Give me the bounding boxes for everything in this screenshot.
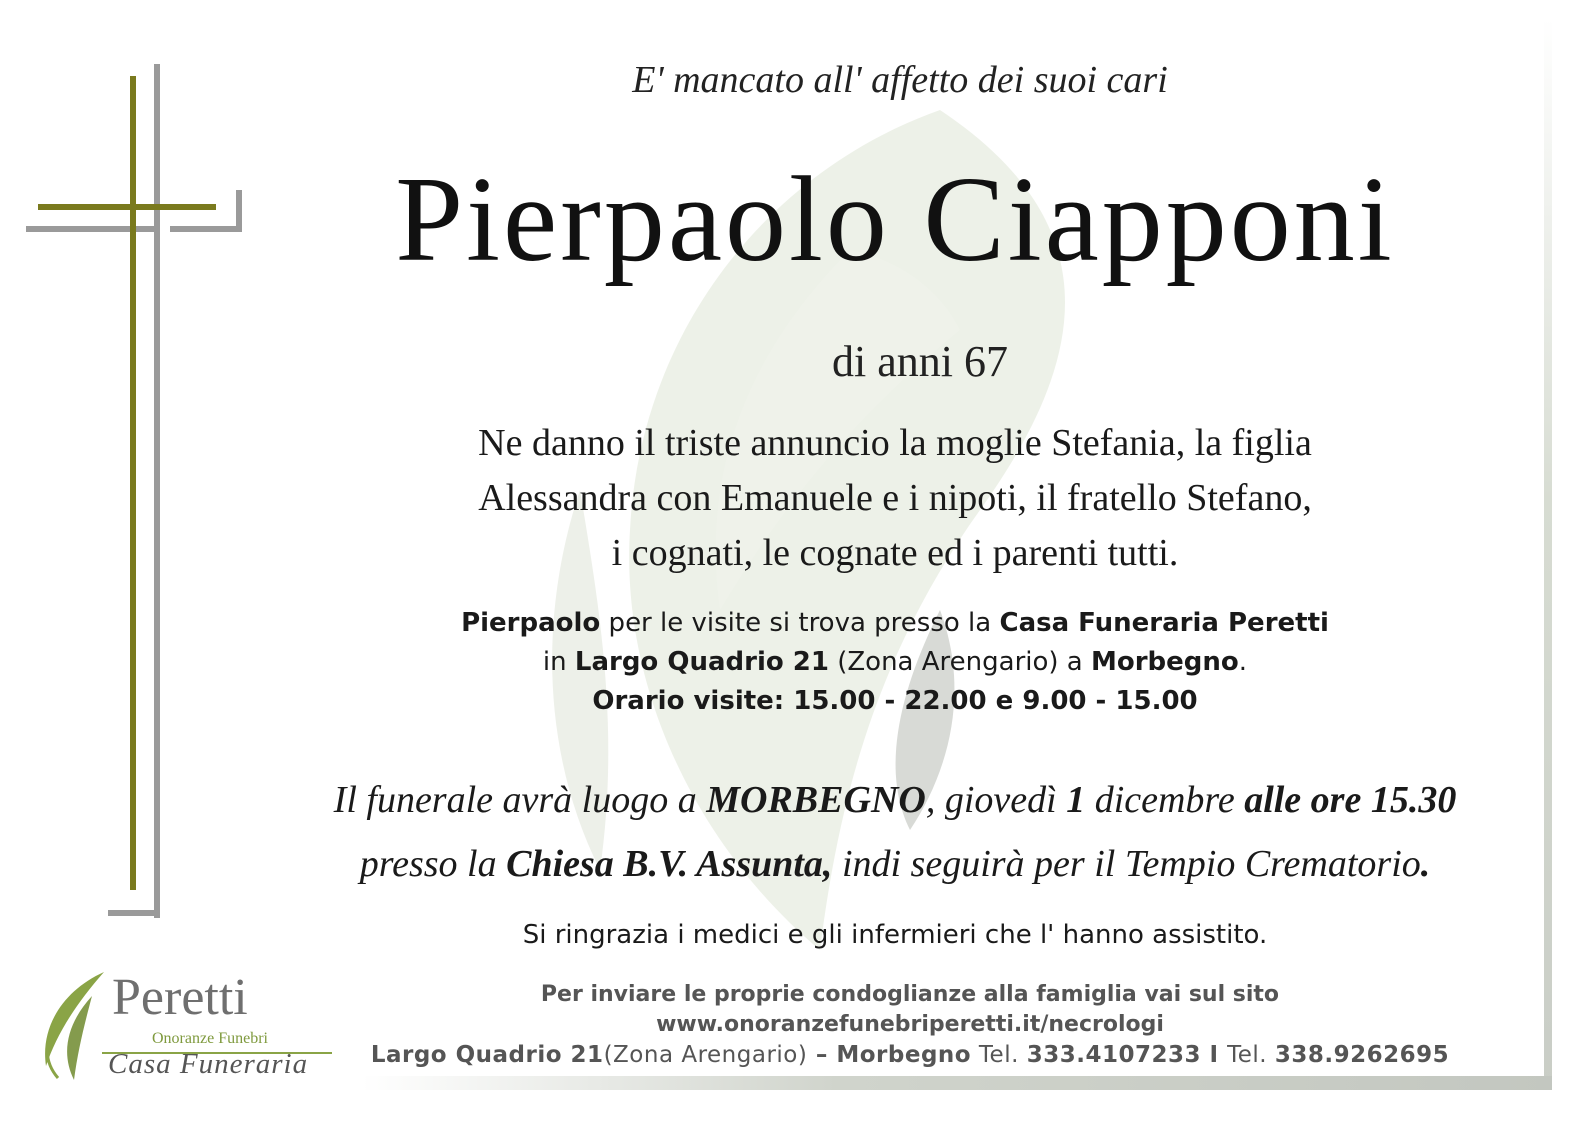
visits-text: per le visite si trova presso la: [600, 608, 1000, 638]
visits-dot: .: [1238, 647, 1248, 677]
intro-line: E' mancato all' affetto dei suoi cari: [632, 59, 1168, 101]
funeral-line-2: [300, 832, 1490, 896]
funeral-info: [300, 768, 1490, 896]
funeral-home-name: Casa Funeraria Peretti: [999, 608, 1329, 638]
announcement-line-2: Alessandra con Emanuele e i nipoti, il fratello Stefano,: [478, 477, 1312, 519]
visits-name: Pierpaolo: [461, 608, 601, 638]
phone-separator: I: [1201, 1042, 1228, 1068]
visits-line-1: [380, 604, 1410, 643]
cross-icon: [20, 60, 250, 930]
logo-subtitle: Onoranze Funebri: [152, 1030, 268, 1047]
visits-info: [380, 604, 1410, 721]
contact-address-line: [360, 1040, 1460, 1070]
tel2-label: Tel.: [1227, 1042, 1275, 1068]
contact-address: Largo Quadrio 21: [370, 1042, 604, 1068]
contact-block: [360, 980, 1460, 1070]
funeral-church: Chiesa B.V. Assunta,: [506, 843, 833, 885]
thanks-line: Si ringrazia i medici e gli infermieri che l' hanno assistito.: [522, 920, 1268, 950]
announcement-line-1: Ne danno il triste annuncio la moglie Stefania, la figlia: [478, 422, 1312, 464]
visits-zone: (Zona Arengario) a: [828, 647, 1091, 677]
funeral-text-5: indi seguirà per il Tempio Crematorio: [832, 843, 1421, 885]
visits-in: in: [542, 647, 575, 677]
age-line: di anni 67: [832, 337, 1008, 386]
funeral-day: 1: [1066, 779, 1086, 821]
logo-brand: Peretti: [112, 969, 248, 1026]
contact-intro: Per inviare le proprie condoglianze alla famiglia vai sul sito: [540, 982, 1280, 1007]
visits-address: Largo Quadrio 21: [574, 647, 829, 677]
visits-line-2: [380, 643, 1410, 682]
announcement-line-3: i cognati, le cognate ed i parenti tutti.: [611, 532, 1179, 574]
contact-dash: –: [807, 1042, 837, 1068]
funeral-line-1: [300, 768, 1490, 832]
funeral-text-2: , giovedì: [925, 779, 1067, 821]
website-link[interactable]: www.onoranzefunebriperetti.it/necrologi: [656, 1012, 1164, 1037]
tel1-label: Tel.: [971, 1042, 1027, 1068]
contact-city: Morbegno: [836, 1042, 972, 1068]
frame-bottom-edge: [362, 1076, 1552, 1090]
frame-right-edge: [1544, 18, 1552, 1090]
announcement: [330, 416, 1460, 581]
visits-city: Morbegno: [1091, 647, 1239, 677]
phone-2[interactable]: 338.9262695: [1274, 1042, 1450, 1068]
funeral-text-3: dicembre: [1085, 779, 1245, 821]
visits-hours: [380, 682, 1410, 721]
funeral-text-4: presso la: [359, 843, 507, 885]
logo-tagline: Casa Funeraria: [108, 1048, 309, 1080]
funeral-city: MORBEGNO: [706, 779, 926, 821]
funeral-time: alle ore 15.30: [1244, 779, 1457, 821]
visits-hours-text: Orario visite: 15.00 - 22.00 e 9.00 - 15.00: [592, 686, 1198, 716]
funeral-text-1: Il funerale avrà luogo a: [333, 779, 707, 821]
contact-zone: (Zona Arengario): [603, 1042, 808, 1068]
deceased-name: Pierpaolo Ciapponi: [395, 152, 1395, 287]
funeral-end: .: [1420, 843, 1431, 885]
phone-1[interactable]: 333.4107233: [1026, 1042, 1201, 1068]
